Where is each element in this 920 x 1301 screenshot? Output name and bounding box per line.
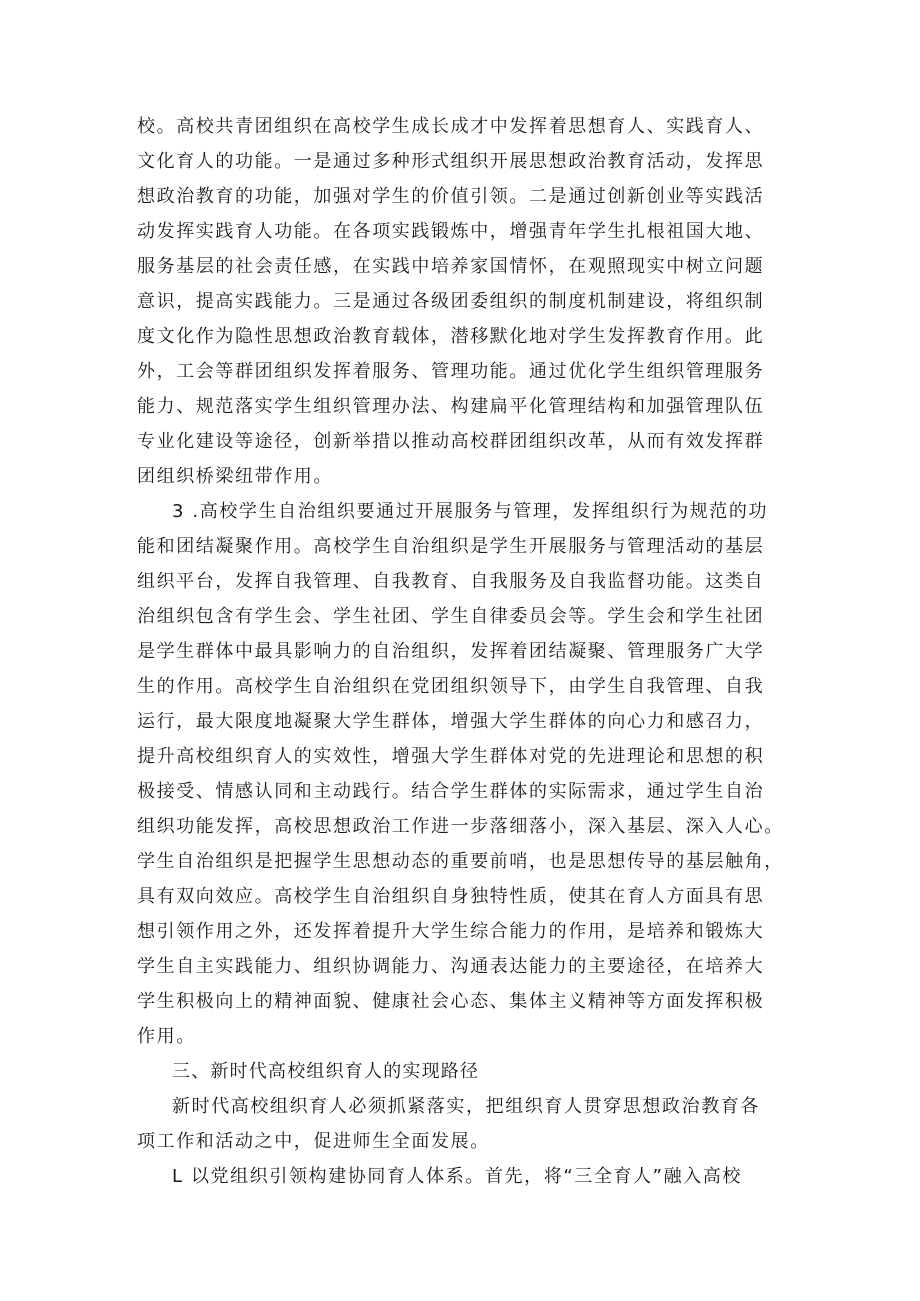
- paragraph-first-line: L 以党组织引领构建协同育人体系。首先，将“三全育人”融入高校: [172, 1166, 742, 1187]
- paragraph-first-line: 3 .高校学生自治组织要通过开展服务与管理，发挥组织行为规范的功: [172, 501, 769, 522]
- section-heading: 三、新时代高校组织育人的实现路径: [172, 1061, 480, 1082]
- paragraph-line: 想引领作用之外，还发挥着提升大学生综合能力的作用，是培养和锻炼大: [137, 921, 765, 942]
- paragraph-line: 生的作用。高校学生自治组织在党团组织领导下，由学生自我管理、自我: [137, 676, 765, 697]
- paragraph-line: 组织平台，发挥自我管理、自我教育、自我服务及自我监督功能。这类自: [137, 571, 765, 592]
- paragraph-line: 服务基层的社会责任感，在实践中培养家国情怀，在观照现实中树立问题: [137, 256, 765, 277]
- paragraph-line: 团组织桥梁纽带作用。: [137, 466, 333, 487]
- paragraph-line: 组织功能发挥，高校思想政治工作进一步落细落小，深入基层、深入人心。: [137, 816, 784, 837]
- paragraph-line: 校。高校共青团组织在高校学生成长成才中发挥着思想育人、实践育人、: [137, 116, 765, 137]
- paragraph-line: 想政治教育的功能，加强对学生的价值引领。二是通过创新创业等实践活: [137, 186, 765, 207]
- paragraph-line: 学生积极向上的精神面貌、健康社会心态、集体主义精神等方面发挥积极: [137, 991, 765, 1012]
- paragraph-line: 动发挥实践育人功能。在各项实践锻炼中，增强青年学生扎根祖国大地、: [137, 221, 765, 242]
- paragraph-line: 能和团结凝聚作用。高校学生自治组织是学生开展服务与管理活动的基层: [137, 536, 765, 557]
- paragraph-line: 极接受、情感认同和主动践行。结合学生群体的实际需求，通过学生自治: [137, 781, 765, 802]
- paragraph-line: 项工作和活动之中，促进师生全面发展。: [137, 1131, 490, 1152]
- paragraph-line: 作用。: [137, 1026, 196, 1047]
- paragraph-line: 度文化作为隐性思想政治教育载体，潜移默化地对学生发挥教育作用。此: [137, 326, 765, 347]
- paragraph-line: 能力、规范落实学生组织管理办法、构建扁平化管理结构和加强管理队伍: [137, 396, 765, 417]
- paragraph-first-line: 新时代高校组织育人必须抓紧落实，把组织育人贯穿思想政治教育各: [172, 1096, 760, 1117]
- paragraph-line: 学生自治组织是把握学生思想动态的重要前哨，也是思想传导的基层触角，: [137, 851, 784, 872]
- paragraph-line: 提升高校组织育人的实效性，增强大学生群体对党的先进理论和思想的积: [137, 746, 765, 767]
- paragraph-line: 专业化建设等途径，创新举措以推动高校群团组织改革，从而有效发挥群: [137, 431, 765, 452]
- paragraph-line: 文化育人的功能。一是通过多种形式组织开展思想政治教育活动，发挥思: [137, 151, 765, 172]
- paragraph-line: 外，工会等群团组织发挥着服务、管理功能。通过优化学生组织管理服务: [137, 361, 765, 382]
- paragraph-line: 意识，提高实践能力。三是通过各级团委组织的制度机制建设，将组织制: [137, 291, 765, 312]
- paragraph-line: 治组织包含有学生会、学生社团、学生自律委员会等。学生会和学生社团: [137, 606, 765, 627]
- paragraph-line: 是学生群体中最具影响力的自治组织，发挥着团结凝聚、管理服务广大学: [137, 641, 765, 662]
- paragraph-line: 学生自主实践能力、组织协调能力、沟通表达能力的主要途径，在培养大: [137, 956, 765, 977]
- paragraph-line: 运行，最大限度地凝聚大学生群体，增强大学生群体的向心力和感召力，: [137, 711, 765, 732]
- paragraph-line: 具有双向效应。高校学生自治组织自身独特性质，使其在育人方面具有思: [137, 886, 765, 907]
